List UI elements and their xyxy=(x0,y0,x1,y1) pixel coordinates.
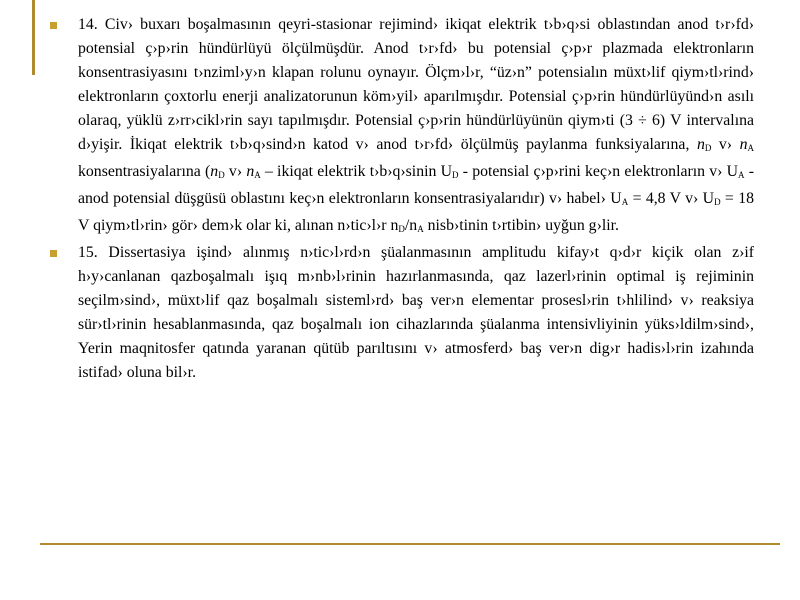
paragraph-15: 15. Dissertasiya işind› alınmış n›tic›l›rd›n şüalanmasının amplitudu kifay›t q›d›r kiçik olan z›if h›y›canlanan qazboşalmalı işıq m›nb›l›rinin hazırlanmasında, qaz lazerl›rinin optimal iş rejiminin seçilm›sind›, müxt›lif qaz boşalmalı sisteml›rd› baş ver›n elementar prosesl›rin t›hlilind› v› reaksiya sür›tl›rinin hesablanmasında, qaz boşalmalı ion cihazlarında şüalanma intensivliyinin yüks›ldilm›sind›, Yerin maqnitosfer qatında yaranan qütüb parıltısını v› atmosferd› baş ver›n dig›r hadis›l›rin izahında istifad› oluna bil›r. xyxy=(78,244,754,381)
bullet-square-icon xyxy=(50,250,57,257)
frame-vertical-line xyxy=(32,0,35,75)
bullet-square-icon xyxy=(50,22,57,29)
frame-horizontal-line xyxy=(40,543,780,545)
slide-content xyxy=(46,13,754,385)
bullet-item-14 xyxy=(46,13,754,241)
bullet-item-15 xyxy=(46,241,754,385)
paragraph-14: 14. Civ› buxarı boşalmasının qeyri-stasionar rejimind› ikiqat elektrik t›b›q›si oblastından anod t›r›fd› potensial ç›p›rin hündürlüyü ölçülmüşdür. Anod t›r›fd› bu potensial ç›p›r plazmada elektronların konsentrasiyasını t›nziml›y›n klapan rolunu oynayır. Ölçm›l›r, “üz›n” potensialın müxt›lif qiym›tl›rind› elektronların çoxtorlu enerji analizatorunun köm›yil› aparılmışdır. Potensial ç›p›rin hündürlüyünd›n asılı olaraq, yüklü z›rr›cikl›rin sayı tapılmışdır. Potensial ç›p›rin hündürlüyünün qiym›ti (3 ÷ 6) V intervalına d›yişir. İkiqat elektrik t›b›q›sind›n katod v› anod t›r›fd› ölçülmüş paylanma funksiyalarına, $n_D$ v› $n_A$ konsentrasiyalarına ($n_D$ v› $n_A$ – ikiqat elektrik t›b›q›sinin $U_D$ - potensial ç›p›rini keç›n elektronların v› $U_A$ - anod potensial düşgüsü oblastını keç›n elektronların konsentrasiyalarıdır) v› habel› $U_A = 4,8$ V v› $U_D = 18$ V qiym›tl›rin› gör› dem›k olar ki, alınan n›tic›l›r $n_D/n_A$ nisb›tinin t›rtibin› uyğun g›lir. xyxy=(78,16,755,234)
